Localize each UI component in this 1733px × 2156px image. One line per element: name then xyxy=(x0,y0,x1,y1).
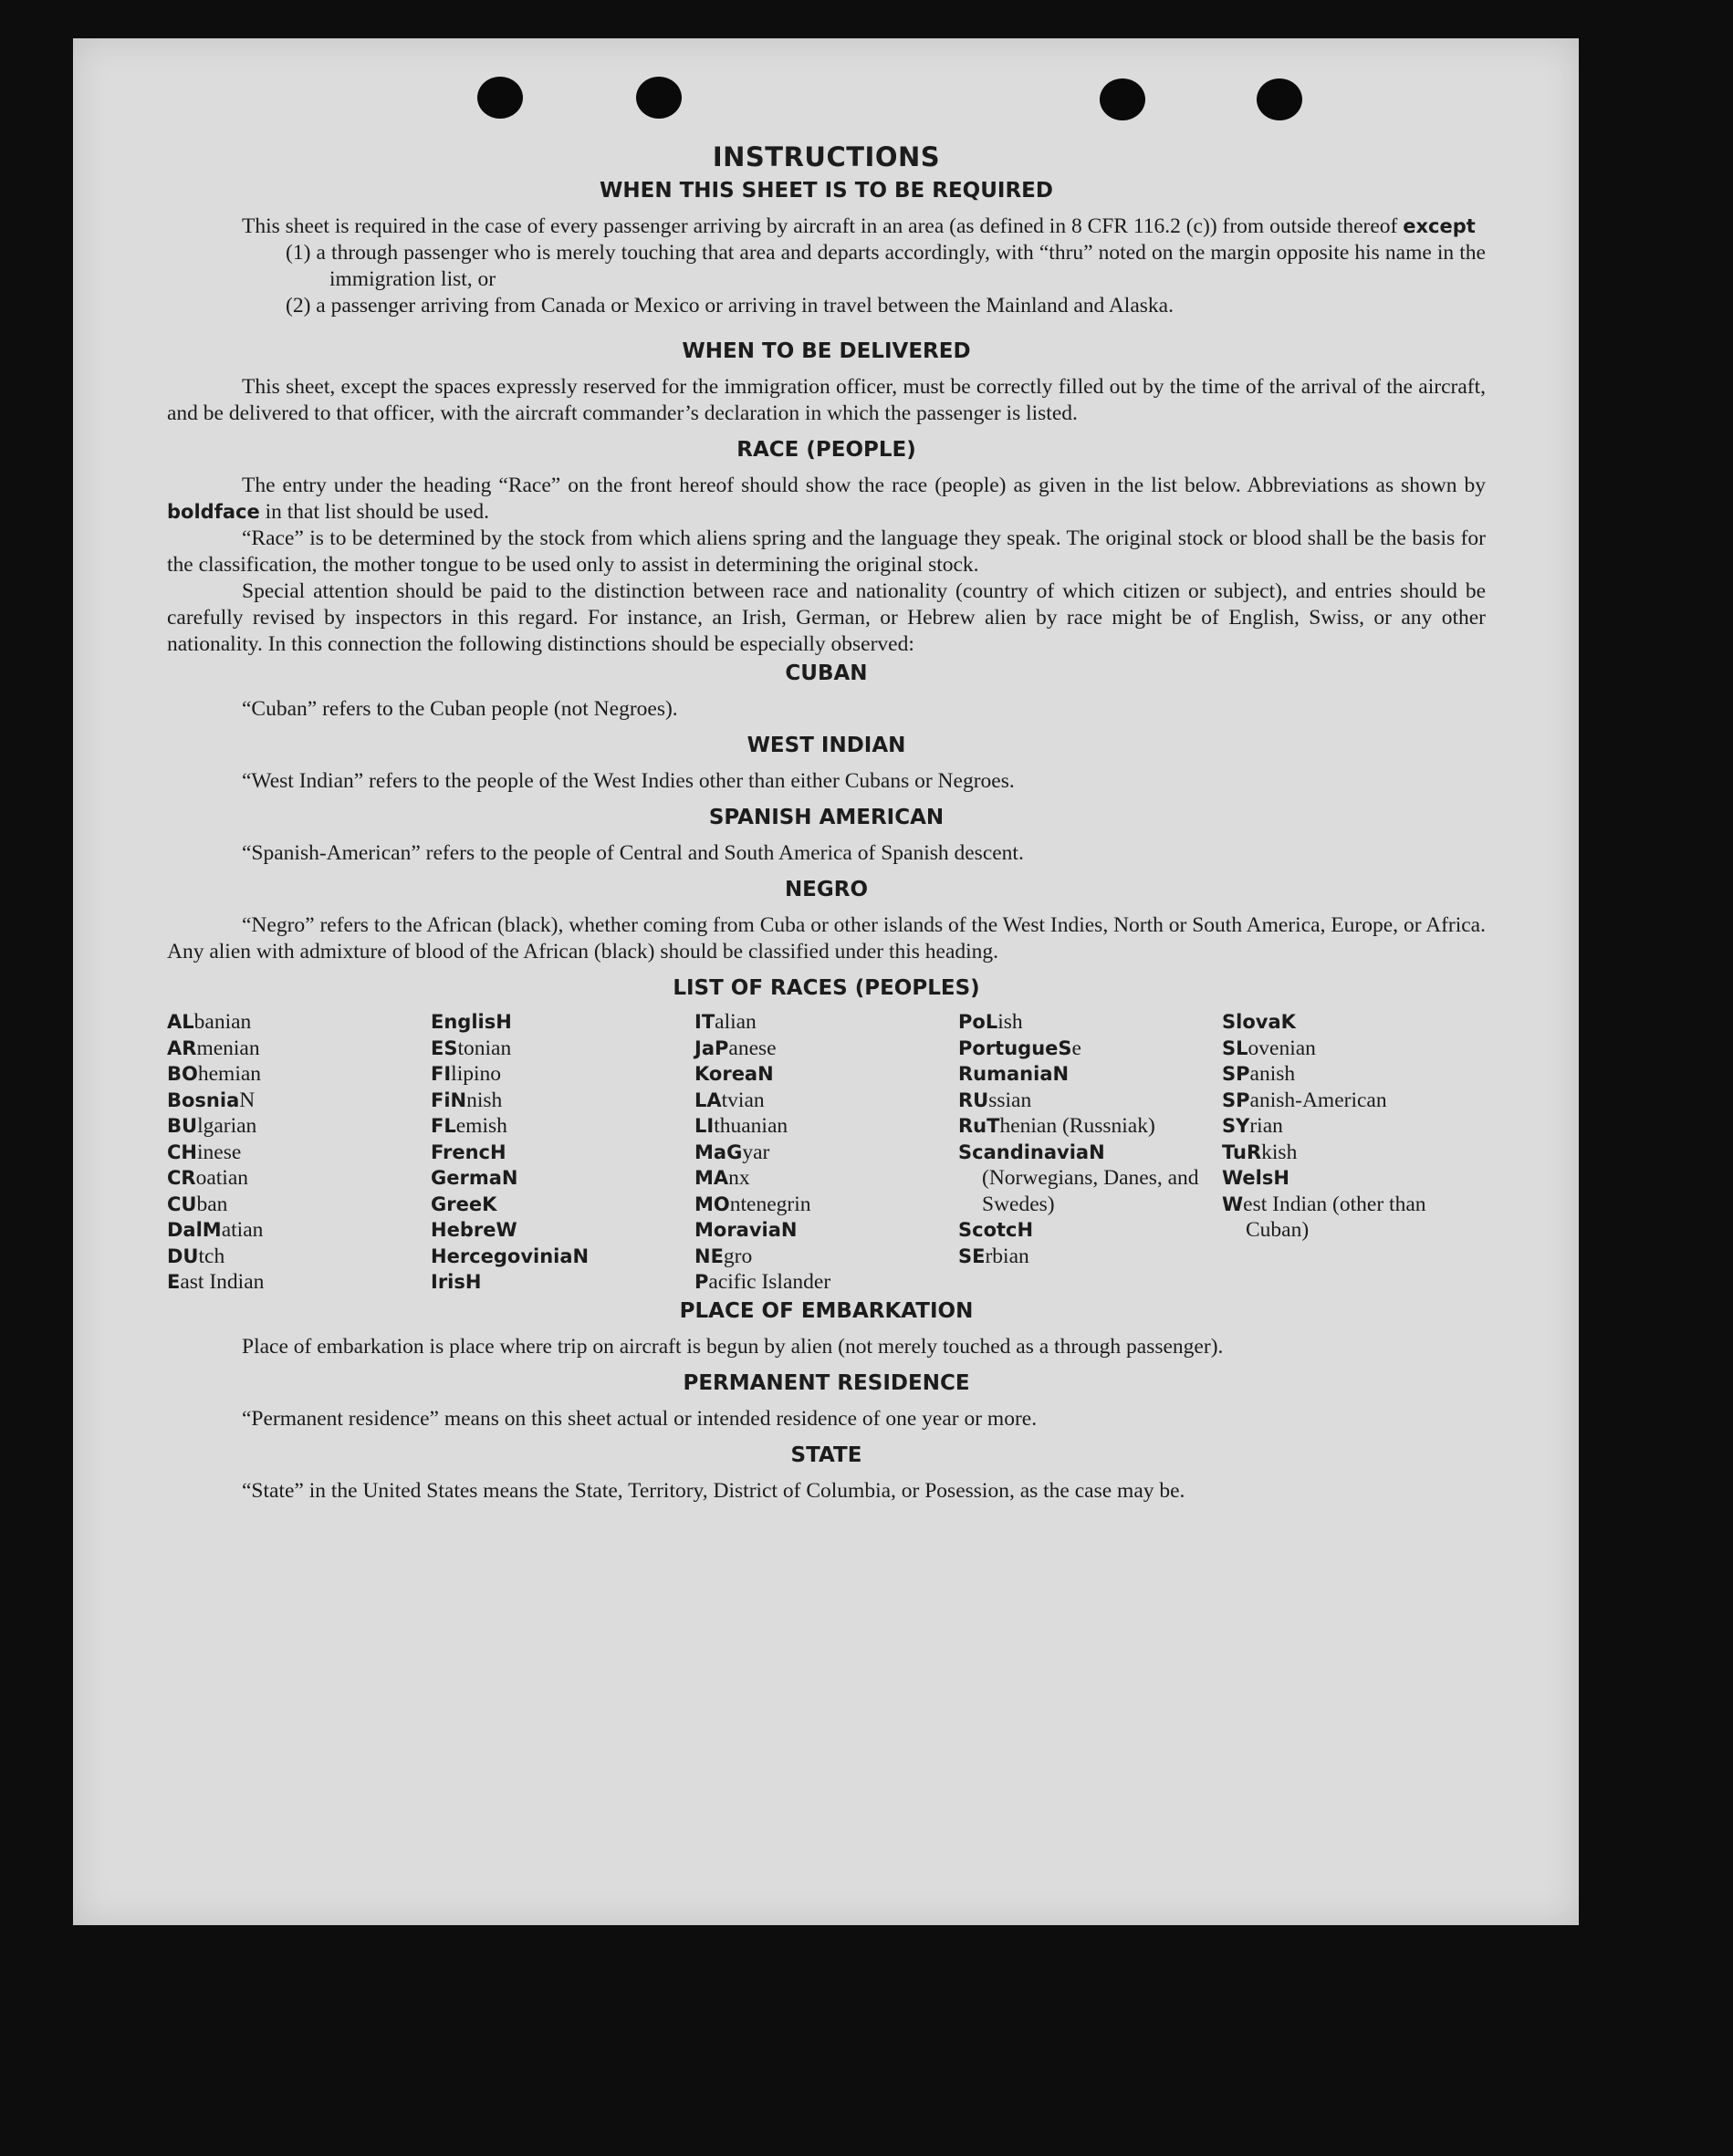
punch-hole xyxy=(636,77,682,119)
race-column-2 xyxy=(431,1009,694,1296)
race-column-5 xyxy=(1222,1009,1486,1296)
race-list-item xyxy=(694,1244,958,1270)
race-list-item xyxy=(167,1061,431,1088)
except-bold: except xyxy=(1403,215,1476,237)
race-name-rest: rian xyxy=(1249,1114,1283,1138)
race-name-rest: acific Islander xyxy=(708,1270,831,1294)
race-abbreviation: PoL xyxy=(958,1011,998,1033)
race-abbreviation: BU xyxy=(167,1115,198,1137)
required-item-2: (2) a passenger arriving from Canada or Mexico or arriving in travel between the Mainland and Alaska. xyxy=(286,294,1174,318)
race-name-rest: est Indian (other than Cuban) xyxy=(1243,1192,1426,1242)
race-name-rest: tvian xyxy=(721,1088,765,1112)
punch-hole xyxy=(1100,78,1145,120)
race-abbreviation: FrencH xyxy=(431,1140,506,1163)
race-name-rest: anese xyxy=(728,1036,777,1060)
race-list-item xyxy=(958,1088,1222,1114)
required-item-1: (1) a through passenger who is merely touching that area and departs accordingly, with “thru” noted on the margin opposite his name in the immigration list, or xyxy=(286,241,1486,291)
residence-text: “Permanent residence” means on this sheet actual or intended residence of one year or more. xyxy=(242,1406,1038,1431)
race-list-item xyxy=(1222,1140,1486,1166)
race-abbreviation: P xyxy=(694,1271,709,1293)
race-abbreviation: HercegoviniaN xyxy=(431,1245,590,1267)
race-paragraph-2: “Race” is to be determined by the stock from which aliens spring and the language they speak. The original stock or blood shall be the basis for the classification, the mother tongue to be used only to assist in determining the original stock. xyxy=(167,526,1486,577)
race-name-rest: ntenegrin xyxy=(729,1192,811,1216)
race-list-item xyxy=(431,1165,694,1192)
race-list-item xyxy=(167,1165,431,1192)
section-heading-embarkation: PLACE OF EMBARKATION xyxy=(679,1298,974,1323)
race-list-item xyxy=(694,1113,958,1140)
section-heading-required: WHEN THIS SHEET IS TO BE REQUIRED xyxy=(600,179,1053,203)
section-heading-spanish-american: SPANISH AMERICAN xyxy=(708,806,945,829)
race-list-item xyxy=(1222,1165,1486,1192)
race-list-item xyxy=(1222,1009,1486,1036)
race-abbreviation: MA xyxy=(694,1167,729,1189)
race-list-item xyxy=(167,1036,431,1062)
race-name-rest: inese xyxy=(197,1140,242,1164)
race-name-rest: nx xyxy=(728,1166,750,1190)
race-abbreviation: FI xyxy=(431,1063,452,1085)
race-list-item xyxy=(694,1165,958,1192)
section-heading-state: STATE xyxy=(790,1443,862,1467)
race-abbreviation: KoreaN xyxy=(694,1063,774,1085)
delivered-text: This sheet, except the spaces expressly reserved for the immigration officer, must be correctly filled out by the time of the arrival of the aircraft, and be delivered to that officer, with the aircraft commander’s declaration in which the passenger is listed. xyxy=(167,375,1486,425)
state-text: “State” in the United States means the State, Territory, District of Columbia, or Posession, as the case may be. xyxy=(242,1478,1185,1503)
race-abbreviation: NE xyxy=(694,1245,724,1267)
race-list-item xyxy=(431,1217,694,1244)
race-abbreviation: GreeK xyxy=(431,1193,497,1215)
race-name-rest: hemian xyxy=(197,1062,262,1086)
race-list-item xyxy=(958,1009,1222,1036)
race-name-rest: tch xyxy=(198,1244,225,1268)
race-name-rest: henian (Russniak) xyxy=(999,1114,1155,1138)
race-abbreviation: EnglisH xyxy=(431,1011,512,1033)
race-name-rest: alian xyxy=(715,1010,757,1034)
section-heading-delivered: WHEN TO BE DELIVERED xyxy=(682,339,971,363)
race-list-item xyxy=(958,1140,1222,1218)
race-name-rest: ssian xyxy=(988,1088,1032,1112)
race-list-item xyxy=(167,1269,431,1296)
section-heading-cuban: CUBAN xyxy=(785,661,868,685)
race-list-item xyxy=(958,1244,1222,1270)
race-name-rest: ovenian xyxy=(1248,1036,1316,1060)
race-abbreviation: FiN xyxy=(431,1088,467,1111)
race-name-rest: ban xyxy=(196,1192,228,1216)
race-list-item xyxy=(958,1113,1222,1140)
document-page xyxy=(73,38,1579,1925)
race-abbreviation: SP xyxy=(1222,1088,1250,1111)
race-abbreviation: LI xyxy=(694,1115,715,1137)
race-name-rest: atian xyxy=(221,1218,264,1242)
race-list-item xyxy=(167,1244,431,1270)
race-column-4 xyxy=(958,1009,1222,1296)
race-abbreviation: ES xyxy=(431,1036,458,1059)
race-list-item xyxy=(167,1009,431,1036)
race-list-item xyxy=(431,1009,694,1036)
punch-hole xyxy=(477,77,523,119)
race-list-item xyxy=(694,1217,958,1244)
race-list-item xyxy=(694,1140,958,1166)
race-name-rest: yar xyxy=(742,1140,770,1164)
race-name-rest: menian xyxy=(196,1036,260,1060)
race-abbreviation: RU xyxy=(958,1088,989,1111)
race-name-rest: ish xyxy=(997,1010,1023,1034)
race-abbreviation: ScotcH xyxy=(958,1219,1034,1241)
embarkation-text: Place of embarkation is place where trip on aircraft is begun by alien (not merely touched as a through passenger). xyxy=(242,1334,1224,1359)
race-abbreviation: PortugueS xyxy=(958,1036,1072,1059)
race-abbreviation: HebreW xyxy=(431,1219,517,1241)
race-list-item xyxy=(431,1113,694,1140)
race-list-item xyxy=(694,1269,958,1296)
section-heading-races: LIST OF RACES (PEOPLES) xyxy=(673,976,980,1000)
section-heading-west-indian: WEST INDIAN xyxy=(746,734,906,757)
race-abbreviation: E xyxy=(167,1271,181,1293)
race-column-3 xyxy=(694,1009,958,1296)
race-list-item xyxy=(431,1140,694,1166)
race-paragraph-1: The entry under the heading “Race” on the front hereof should show the race (people) as given in the list below. Abbreviations as shown by boldface in that list should be used. xyxy=(167,474,1486,524)
race-list-item xyxy=(167,1113,431,1140)
race-list-item xyxy=(694,1036,958,1062)
race-name-rest: nish xyxy=(466,1088,503,1112)
race-list-item xyxy=(958,1217,1222,1244)
punch-hole xyxy=(1257,78,1302,120)
race-name-rest: rbian xyxy=(985,1244,1029,1268)
race-abbreviation: JaP xyxy=(694,1036,729,1059)
negro-text: “Negro” refers to the African (black), whether coming from Cuba or other islands of the West Indies, North or South America, Europe, or Africa. Any alien with admixture of blood of the African (black) should be classified under this heading. xyxy=(167,913,1486,963)
race-name-rest: ast Indian xyxy=(180,1270,265,1294)
race-name-rest: anish-American xyxy=(1249,1088,1387,1112)
race-abbreviation: GermaN xyxy=(431,1167,518,1189)
race-list-item xyxy=(1222,1113,1486,1140)
race-name-rest: lgarian xyxy=(197,1114,257,1138)
section-heading-race: RACE (PEOPLE) xyxy=(736,438,916,462)
race-abbreviation: W xyxy=(1222,1193,1244,1215)
race-name-rest: N xyxy=(239,1088,256,1112)
race-abbreviation: ScandinaviaN xyxy=(958,1140,1105,1163)
race-abbreviation: AL xyxy=(167,1011,194,1033)
race-list-item xyxy=(167,1088,431,1114)
race-abbreviation: FL xyxy=(431,1115,456,1137)
race-abbreviation: MO xyxy=(694,1193,730,1215)
race-list-item xyxy=(1222,1192,1486,1244)
race-list-item xyxy=(431,1036,694,1062)
race-abbreviation: AR xyxy=(167,1036,197,1059)
race-abbreviation: TuR xyxy=(1222,1140,1262,1163)
race-name-rest: gro xyxy=(723,1244,753,1268)
race-abbreviation: RuT xyxy=(958,1115,1000,1137)
race-abbreviation: SP xyxy=(1222,1063,1250,1085)
race-list-item xyxy=(958,1036,1222,1062)
race-abbreviation: WelsH xyxy=(1222,1167,1289,1189)
race-abbreviation: DU xyxy=(167,1245,199,1267)
west-indian-text: “West Indian” refers to the people of the West Indies other than either Cubans or Negroes. xyxy=(242,769,1015,793)
race-abbreviation: BO xyxy=(167,1063,198,1085)
race-abbreviation: LA xyxy=(694,1088,722,1111)
spanish-american-text: “Spanish-American” refers to the people of Central and South America of Spanish descent. xyxy=(242,841,1024,865)
race-column-1 xyxy=(167,1009,431,1296)
race-list-item xyxy=(1222,1088,1486,1114)
race-abbreviation: IrisH xyxy=(431,1271,482,1293)
race-name-rest: banian xyxy=(193,1010,252,1034)
race-list-item xyxy=(694,1009,958,1036)
race-abbreviation: SlovaK xyxy=(1222,1011,1296,1033)
race-name-rest: kish xyxy=(1261,1140,1298,1164)
race-list-item xyxy=(958,1061,1222,1088)
race-list-item xyxy=(167,1140,431,1166)
race-name-rest: oatian xyxy=(195,1166,249,1190)
race-list-item xyxy=(694,1061,958,1088)
race-list-item xyxy=(1222,1036,1486,1062)
instructions-content xyxy=(167,139,1486,1505)
required-text: This sheet is required in the case of every passenger arriving by aircraft in an area (as defined in 8 CFR 116.2 (c)) from outside thereof except xyxy=(242,214,1476,238)
race-abbreviation: IT xyxy=(694,1011,715,1033)
section-heading-negro: NEGRO xyxy=(784,878,869,901)
race-name-rest: lipino xyxy=(451,1062,502,1086)
race-list xyxy=(167,1009,1486,1296)
race-list-item xyxy=(431,1269,694,1296)
race-list-item xyxy=(431,1088,694,1114)
race-abbreviation: CU xyxy=(167,1193,197,1215)
race-list-item xyxy=(431,1061,694,1088)
race-abbreviation: MaG xyxy=(694,1140,743,1163)
race-list-item xyxy=(694,1192,958,1218)
race-list-item xyxy=(431,1192,694,1218)
race-abbreviation: DalM xyxy=(167,1219,222,1241)
race-abbreviation: SE xyxy=(958,1245,986,1267)
section-heading-residence: PERMANENT RESIDENCE xyxy=(683,1370,970,1395)
race-abbreviation: SL xyxy=(1222,1036,1248,1059)
race-abbreviation: MoraviaN xyxy=(694,1219,798,1241)
race-abbreviation: Bosnia xyxy=(167,1088,240,1111)
race-list-item xyxy=(694,1088,958,1114)
race-paragraph-3: Special attention should be paid to the distinction between race and nationality (country of which citizen or subject), and entries should be carefully revised by inspectors in this regard. For instance, an Irish, German, or Hebrew alien by race might be of English, Swiss, or any other nationality. In this connection the following distinctions should be especially observed: xyxy=(167,579,1486,656)
race-name-rest: e xyxy=(1071,1036,1081,1060)
race-abbreviation: SY xyxy=(1222,1115,1250,1137)
page-title: INSTRUCTIONS xyxy=(712,141,941,172)
race-list-item xyxy=(167,1217,431,1244)
race-abbreviation: RumaniaN xyxy=(958,1063,1070,1085)
race-name-rest: tonian xyxy=(457,1036,512,1060)
race-abbreviation: CH xyxy=(167,1140,197,1163)
race-name-rest: thuanian xyxy=(714,1114,788,1138)
race-list-item xyxy=(167,1192,431,1218)
race-abbreviation: CR xyxy=(167,1167,196,1189)
race-list-item xyxy=(1222,1061,1486,1088)
race-name-rest: (Norwegians, Danes, and Swedes) xyxy=(982,1166,1199,1216)
race-name-rest: anish xyxy=(1249,1062,1296,1086)
race-name-rest: emish xyxy=(455,1114,507,1138)
cuban-text: “Cuban” refers to the Cuban people (not Negroes). xyxy=(242,697,678,721)
race-list-item xyxy=(431,1244,694,1270)
